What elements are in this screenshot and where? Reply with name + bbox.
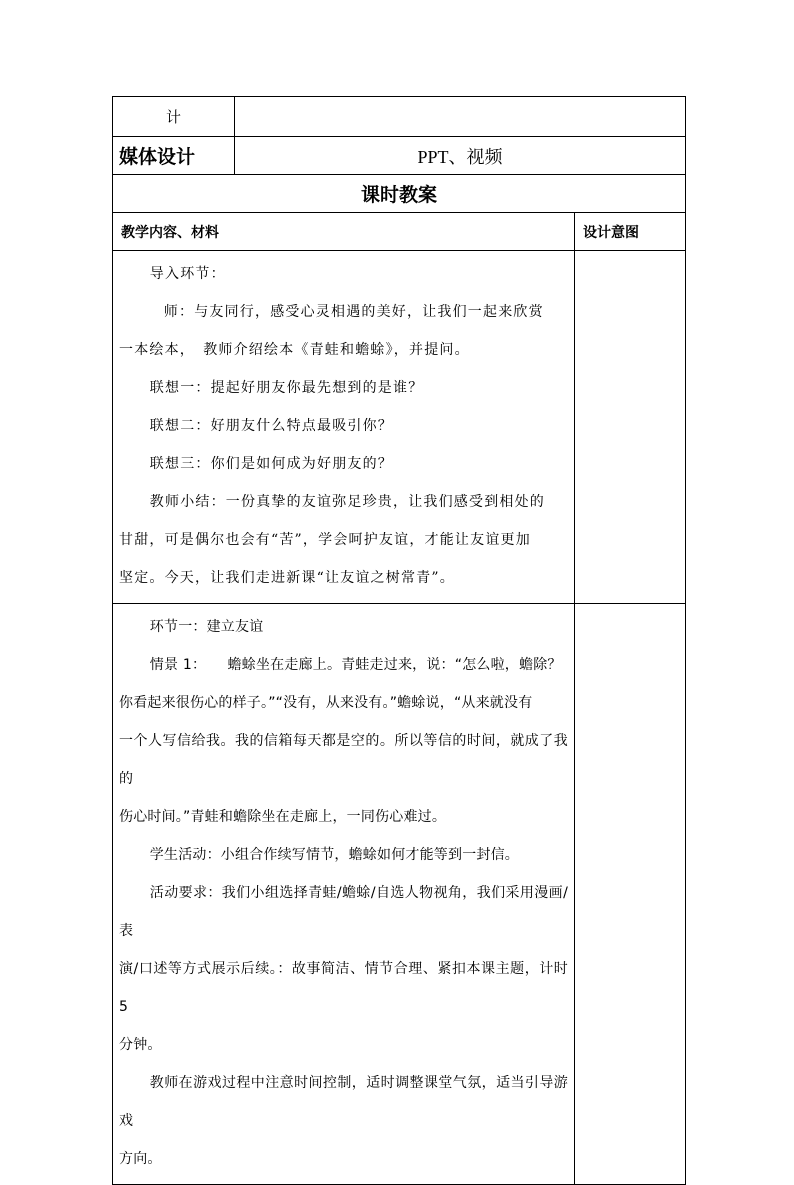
column-header-content: 教学内容、材料 xyxy=(113,213,575,251)
section-one-row xyxy=(113,604,686,1185)
media-value: PPT、视频 xyxy=(235,137,686,175)
intro-line: 联想一：提起好朋友你最先想到的是谁？ xyxy=(149,380,424,396)
row-value-design xyxy=(235,97,686,137)
design-row xyxy=(113,97,686,137)
section-one-line: 一个人写信给我。我的信箱每天都是空的。所以等信的时间，就成了我的 xyxy=(119,733,568,787)
row-label-design: 计 xyxy=(113,97,235,137)
section-one-line: 伤心时间。”青蛙和蟾除坐在走廊上，一同伤心难过。 xyxy=(119,809,447,825)
lesson-plan-table xyxy=(112,96,686,1185)
section-one-line: 学生活动：小组合作续写情节，蟾蜍如何才能等到一封信。 xyxy=(149,847,519,863)
intro-line: 师：与友同行，感受心灵相遇的美好，让我们一起来欣赏 xyxy=(163,304,544,320)
intro-line: 甘甜，可是偶尔也会有“苦”，学会呵护友谊，才能让友谊更加 xyxy=(119,532,531,548)
intro-line: 联想三：你们是如何成为好朋友的？ xyxy=(149,456,393,472)
column-header-row xyxy=(113,213,686,251)
media-row xyxy=(113,137,686,175)
section-one-line: 分钟。 xyxy=(119,1037,162,1053)
media-label: 媒体设计 xyxy=(113,137,235,175)
intro-section-intent xyxy=(575,251,686,604)
section-one-content xyxy=(113,604,575,1185)
section-one-line: 情景 1： 蟾蜍坐在走廊上。青蛙走过来，说：“怎么啦，蟾除？ xyxy=(149,657,562,673)
intro-line: 联想二：好朋友什么特点最吸引你？ xyxy=(149,418,393,434)
column-header-intent: 设计意图 xyxy=(575,213,686,251)
section-one-line: 你看起来很伤心的样子。”“没有，从来没有。”蟾蜍说，“从来就没有 xyxy=(119,695,533,711)
intro-line: 坚定。今天，让我们走进新课“让友谊之树常青”。 xyxy=(119,570,455,586)
title-row xyxy=(113,175,686,213)
section-one-line: 方向。 xyxy=(119,1151,162,1167)
section-one-line: 环节一：建立友谊 xyxy=(149,619,264,635)
intro-line: 一本绘本， 教师介绍绘本《青蛙和蟾蜍》，并提问。 xyxy=(119,342,470,358)
intro-line: 导入环节： xyxy=(149,266,226,282)
section-one-intent xyxy=(575,604,686,1185)
intro-section-row xyxy=(113,251,686,604)
intro-line: 教师小结：一份真挚的友谊弥足珍贵，让我们感受到相处的 xyxy=(149,494,545,510)
section-one-line: 教师在游戏过程中注意时间控制，适时调整课堂气氛，适当引导游戏 xyxy=(119,1075,568,1129)
section-one-line: 演/口述等方式展示后续。：故事简洁、情节合理、紧扣本课主题，计时 5 xyxy=(119,961,568,1015)
intro-section-content xyxy=(113,251,575,604)
lesson-title: 课时教案 xyxy=(113,175,686,213)
section-one-line: 活动要求：我们小组选择青蛙/蟾蜍/自选人物视角，我们采用漫画/表 xyxy=(119,885,568,939)
